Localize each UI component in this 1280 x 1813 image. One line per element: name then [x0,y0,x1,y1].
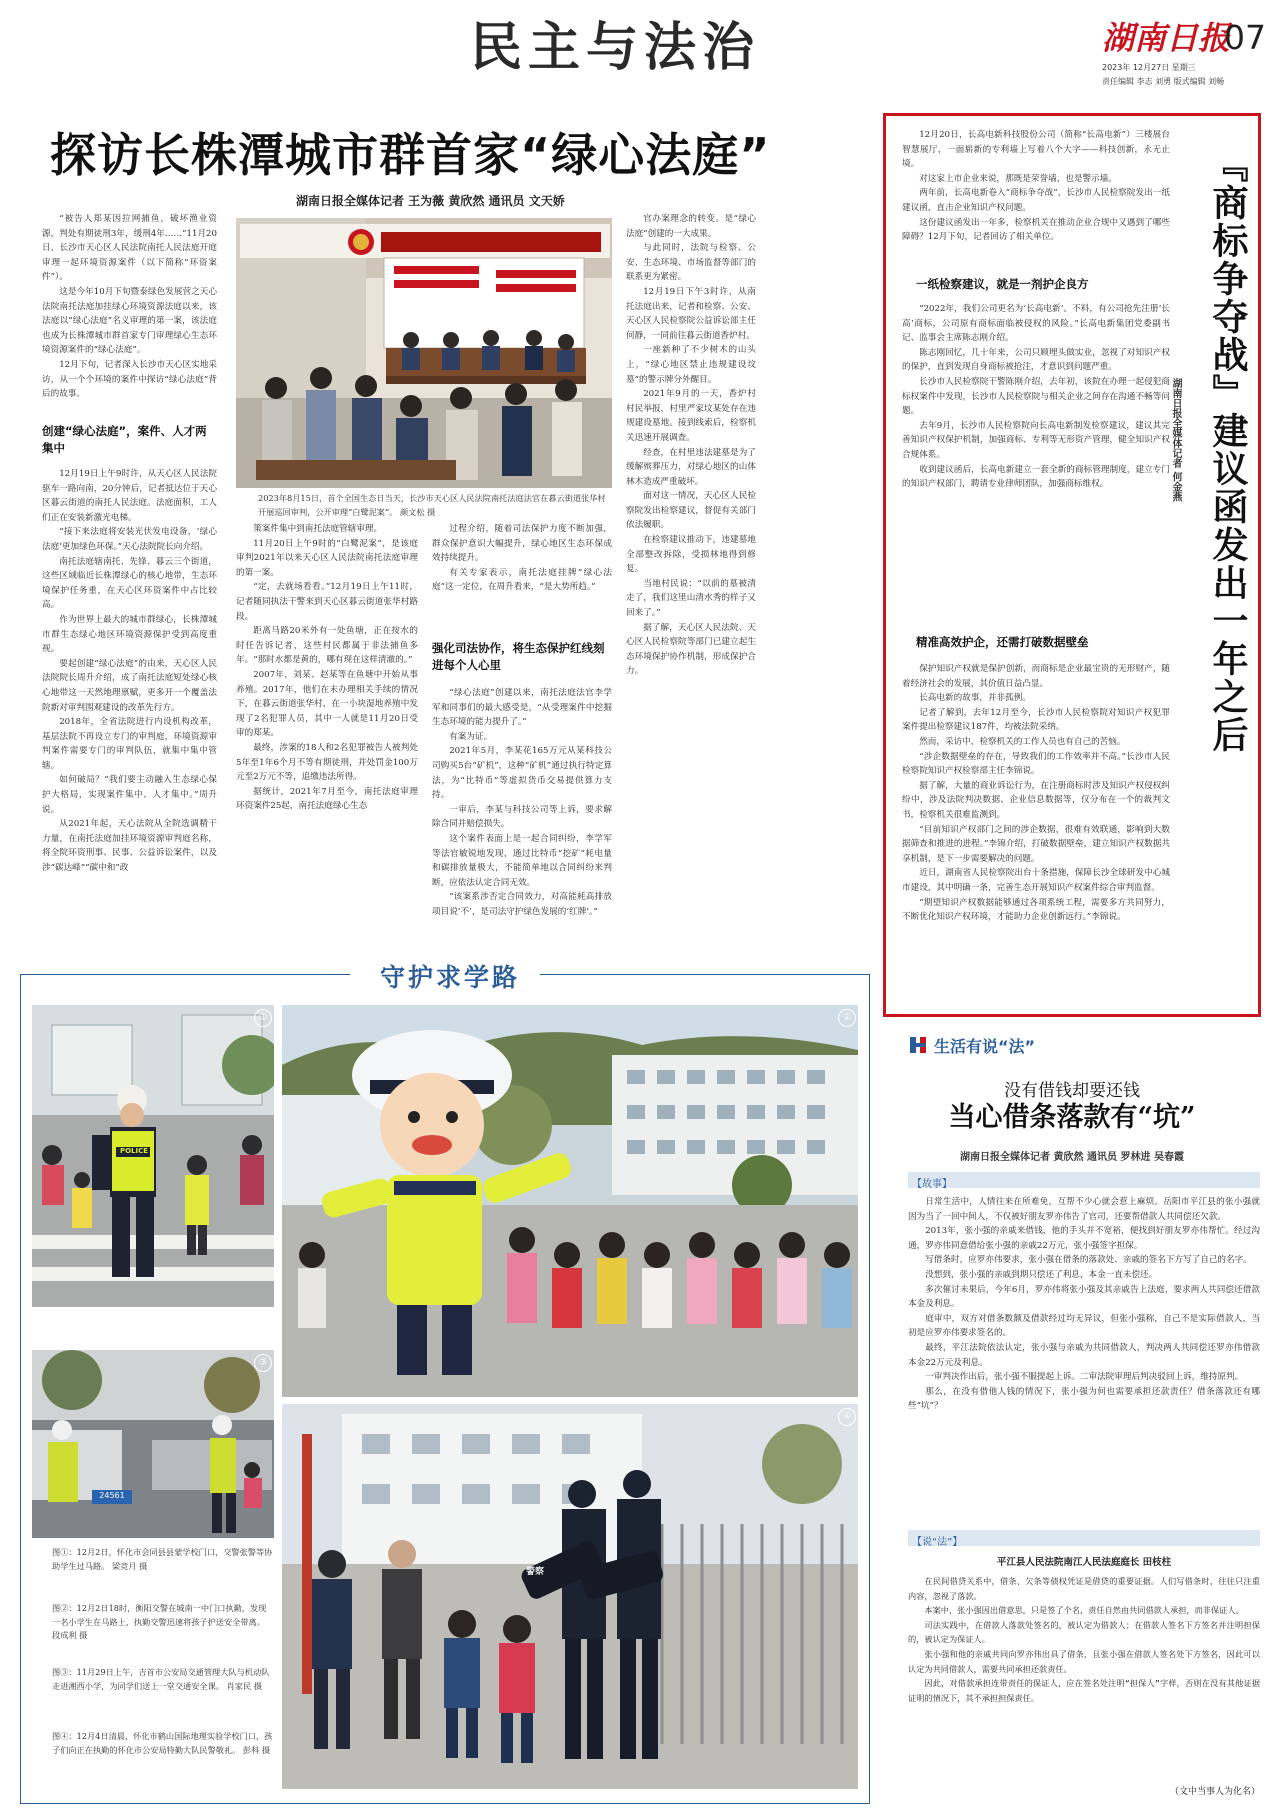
photo-caption-2: 图②：12月2日18时，衡阳交警在城南一中门口执勤，发现一名小学生在马路上，执勤交警迅速将孩子护送安全带离。 段成利 摄 [52,1603,267,1640]
law-tag [908,1530,1260,1546]
page-number: 07 [1224,18,1266,57]
main-byline: 湖南日报全媒体记者 王为薇 黄欣然 通讯员 文天娇 [296,194,565,208]
photo-caption-1: 图①：12月2日，怀化市会同县县蒙学校门口，交警张警等协助学生过马路。 梁竞月 摄 [52,1547,273,1571]
photo-4-badge: ④ [838,1408,856,1426]
main-subheading-2: 强化司法协作，将生态保护红线刻进每个人心里 [432,641,605,672]
photo-caption-4: 图④：12月4日清晨，怀化市鹤山国际地理实验学校门口，孩子们向正在执勤的怀化市公安局特勤大队民警敬礼。 彭科 摄 [52,1731,273,1755]
photo-section-title: 守护求学路 [379,963,520,992]
legal-law: 在民间借贷关系中，借条、欠条等债权凭证是借贷的重要证据。人们写借条时，往往只注重内容，忽视了落款。 本案中，张小强因出借意思，只是签了个名，责任自然由共同借款人承担，而非保证人。 司法实践中，在借款人落款处签名的，被认定为借款人；在借款人签名下方签名并注明担保的，被认定为保证人。 张小强和他的亲戚共同向罗亦伟出具了借条，且张小强在借款人签名处下方签名，因此可以认定为共同借款人，需要共同承担还款责任。 因此，对借款承担连带责任的保证人，应在签名处注明“担保人”字样，否则在没有其他证据证明的情况下，其不承担担保责任。 [908,1576,1260,1703]
photo-4-salute [282,1404,858,1789]
court-photo-caption: 2023年8月15日，首个全国生态日当天，长沙市天心区人民法院南托法庭法官在暮云街道张华村开展巡回审判，公开审理“白鹭泥案”。 颜文松 摄 [258,493,606,517]
photo-1-crossing [32,1005,274,1307]
legal-column-icon [908,1034,930,1056]
police-vest-label: POLICE [119,1147,149,1155]
court-photo [236,218,612,488]
trademark-intro: 12月20日，长高电新科技股份公司（简称“长高电新”）三楼展台智慧展厅，一面崭新的专利墙上写着八个大字——科技创新，永无止境。 对这家上市企业来说，那既是荣誉墙，也是警示墙。 两年前，长高电新卷入“商标争夺战”，长沙市人民检察院发出一纸建议函，直击企业知识产权问题。 这份建议函发出一年多，检察机关在推动企业合规中又遇到了哪些障碍？12月下旬，记者回访了相关单位。 [902,130,1170,243]
main-col4-body: 官办案理念的转变。是“绿心法庭”创建的一大成果。 与此同时，法院与检察、公安、生态环境、市场监督等部门的联系更为紧密。 12月19日下午3时许，从南托法庭出来，记者和检察、公安、天心区人民检察院公益诉讼部主任何静，一同前往暮云街道香炉村。 一座新种了不少树木的山头上，“绿心地区禁止违规建设坟墓”的警示牌分外醒目。 2021年9月的一天，香炉村村民举报，村里严家坟某处存在违规建设墓地。接到线索后，检察机关迅速开展调查。 经查，在村里违法建墓是为了缓解殡葬压力，对绿心地区的山体林木造成严重破坏。 面对这一情况，天心区人民检察院发出检察建议，督促有关部门依法履职。 在检察建议推动下，违建墓地全部整改拆除，受损林地得到修复。 当地村民说：“以前的墓被清走了，我们这里山清水秀的样子又回来了。” 据了解，天心区人民法院、天心区人民检察院等部门已建立起生态环境保护协作机制，形成保护合力。 [626,214,756,677]
story-tag-label: 【故事】 [912,1179,952,1190]
main-headline: 探访长株潭城市群首家“绿心法庭” [50,128,771,182]
story-tag [908,1172,1260,1188]
law-tag-label: 【说“法”】 [912,1537,963,1548]
page-editors: 责任编辑 李志 刘勇 版式编辑 刘畅 [1102,77,1225,86]
trademark-body-2: 保护知识产权就是保护创新，而商标是企业最宝贵的无形财产，随着经济社会的发展，其价值日益凸显。 长高电新的故事，并非孤例。 记者了解到，去年12月至今，长沙市人民检察院对知识产权犯罪案件提出检察建议187件，均被法院采纳。 然而，采访中，检察机关的工作人员也有自己的苦恼。 “涉企数据壁垒的存在，导致我们的工作效率并不高。”长沙市人民检察院知识产权检察部主任李锦说。 据了解，大量的商业诉讼行为，在注册商标时涉及知识产权侵权纠纷中，涉及法院判决数据、企业信息数据等，仅分布在一个的裁判文书，检察机关很难监测到。 “目前知识产权部门之间的涉企数据，很难有效联通，影响到大数据筛查和推进的进程。”李锦介绍，打破数据壁垒，建立知识产权数据共享机制，是下一步需要解决的问题。 近日，湖南省人民检察院出台十条措施，保障长沙全球研发中心城市建设，其中明确一条，完善生态开展知识产权案件综合审判监督。 “期望知识产权数据能够通过各项系统工程，需要多方共同努力，不断优化知识产权环境，才能助力企业创新远行。”李锦说。 [902,664,1170,923]
trademark-subheading-2: 精准高效护企，还需打破数据壁垒 [916,635,1089,649]
legal-byline: 湖南日报全媒体记者 黄欣然 通讯员 罗林进 吴春霞 [960,1152,1184,1163]
legal-source-note: （文中当事人为化名） [1169,1787,1260,1797]
main-col3-body2: “绿心法庭”创建以来，南托法庭法官李学军和同事们的最大感受是，“从受理案件中挖掘生态环境的能力提升了。” 有案为证。 2021年5月，李某花165万元从某科技公司购买5台“矿机”，这种“矿机”通过执行特定算法，为“比特币”等虚拟货币交易提供算力支持。 一审后，李某与科技公司等上诉，要求解除合同并赔偿损失。 这个案件表面上是一起合同纠纷，李学军等法官敏锐地发现，通过比特币“挖矿”耗电量和碳排放量极大，不能简单地以合同纠纷来判断，应依法认定合同无效。 “该案系涉否定合同效力，对高能耗高排放项目说‘不’，是司法守护绿色发展的‘红牌’。” [432,688,612,917]
main-col1-body: 12月19日上午9时许，从天心区人民法院驱车一路向南，20分钟后，记者抵达位于天心区暮云街道的南托人民法庭。法庭面积，工人们正在安装新激光电梯。 “接下来法庭将安装光伏发电设备，‘绿心法庭’更加绿色环保。”天心法院院长向介绍。 南托法庭辖南托、先锋、暮云三个街道，这些区域临近长株潭绿心的核心地带，生态环境保护任务重，在天心区环资案件中占比较高。 作为世界上最大的城市群绿心，长株潭城市群生态绿心地区环境资源保护受到高度重视。 要起创建“绿心法庭”的由来，天心区人民法院院长周升介绍，成了南托法庭短处绿心核心地带这一天然地理禀赋，更多开一个覆盖法院新对审判围观建设的改革先行方。 2018年，全省法院进行内设机构改革，基层法院不再设立专门的审判庭，环境资源审判案件需要专门的审判队伍，就集中集中管辖。 如何破局？“我们要主动融入生态绿心保护大格局，实现案件集中、人才集中。”周升说。 从2021年起，天心法院从全院选调精干力量，在南托法庭加挂环境资源审判庭名称，将全院环资刑事、民事、公益诉讼案件，以及涉“碳达峰”“碳中和”政 [42,469,217,874]
main-col3-body: 过程介绍，随着司法保护力度不断加强，群众保护意识大幅提升，绿心地区生态环保成效持续提升。 有关专家表示，南托法庭挂牌“绿心法庭”这一定位，在周升看来，“是大势所趋。” [432,524,612,592]
trademark-byline: 湖南日报全媒体记者 何金燕 [1170,378,1181,502]
photo-3-road [32,1350,274,1538]
section-title: 民主与法治 [470,17,761,78]
photo-3-badge: ③ [254,1354,272,1372]
police-shield-label: 警察 [526,1567,545,1577]
trademark-box [883,113,1261,1017]
trademark-subheading-1: 一纸检察建议，就是一剂护企良方 [916,277,1089,291]
license-plate: 24561 [99,1491,125,1500]
trademark-body-1: “2022年，我们公司更名为‘长高电新’。不料，有公司抢先注册‘长高’商标，公司原有商标面临被侵权的风险。”长高电新集团党委副书记、监事会主席陈志刚介绍。 陈志刚回忆，几十年来，公司只顾埋头做实业，忽视了对知识产权的保护，直到发现自身商标被抢注，才意识到问题严重。 长沙市人民检察院干警陈刚介绍，去年初，该院在办理一起侵犯商标权案件中发现，长沙市人民检察院与相关企业之间存在沟通不畅等问题。 去年9月，长沙市人民检察院向长高电新制发检察建议，建议其完善知识产权保护机制，加强商标、专利等无形资产管理，健全知识产权合规体系。 收到建议函后，长高电新建立一套全新的商标管理制度，建立专门的知识产权部门，聘请专业律师团队，加强商标维权。 [902,304,1170,490]
legal-column-name: 生活有说“法” [934,1037,1036,1056]
photo-1-badge: ① [254,1009,272,1027]
photo-2-badge: ② [838,1009,856,1027]
legal-story: 日常生活中，人情往来在所难免，互帮不少心就会惹上麻烦。岳阳市平江县的张小强就因为当了一回中间人，不仅被好朋友罗亦伟告了官司，还要帮借款人共同偿还欠款。 2013年，张小强的亲戚来借钱，他的手头并不宽裕，便找到好朋友罗亦伟帮忙。经过沟通，罗亦伟同意借给张小强的亲戚22万元，张小强签字担保。 写借条时，应罗亦伟要求，张小强在借条的落款处、亲戚的签名下方写了自己的名字。 没想到，张小强的亲戚到期只偿还了利息，本金一直未偿还。 多次催讨未果后，今年6月，罗亦伟将张小强及其亲戚告上法庭，要求两人共同偿还借款本金及利息。 庭审中，双方对借条数额及借款经过均无异议，但张小强称，自己不是实际借款人，当初是应罗亦伟要求签名的。 最终，平江法院依法认定，张小强与亲戚为共同借款人，判决两人共同偿还罗亦伟借款本金22万元及利息。 一审判决作出后，张小强不服提起上诉。二审法院审理后判决驳回上诉，维持原判。 那么，在没有借他人钱的情况下，张小强为何也需要承担还款责任？借条落款还有哪些“坑”？ [908,1197,1260,1412]
main-subheading-1: 创建“绿心法庭”，案件、人才两集中 [42,424,207,455]
photo-caption-3: 图③：11月29日上午，吉首市公安局交通管理大队与机动队走进湘西小学，为同学们送上一堂交通安全课。 肖家民 摄 [52,1667,270,1691]
legal-kicker: 没有借钱却要还钱 [1004,1081,1140,1101]
page-header [0,0,1280,95]
newspaper-logo: 湖南日报 [1102,19,1231,57]
legal-headline: 当心借条落款有“坑” [948,1102,1196,1133]
issue-date: 2023年 12月27日 星期三 [1102,63,1196,72]
main-col2-body: 策案件集中到南托法庭管辖审理。 11月20日上午9时的“白鹭泥案”，是该庭审判2021年以来天心区人民法院南托法庭审理的第一案。 “定，去就场看看。”12月19日上午11时，记者随同执法干警来到天心区暮云街道张华村路段。 距离马路20米外有一处鱼塘，正在按水的时任告诉记者，这些村民都属于非法捕鱼多年。“那时水都是黄的，哪有现在这样清澈的。” 2007年，刘某、赵某等在鱼塘中开始从事养殖。2017年，他们在未办理相关手续的情况下，在暮云街道张华村，在一小块湿地养殖中发现了2名犯罪人员，其中一人就是11月20日受审的郑某。 最终，涉案的18人和2名犯罪被告人被判处5年至1年6个月不等有期徒刑，并处罚金100万元至2万元不等，追缴违法所得。 据统计，2021年7月至今，南托法庭审理环资案件25起，南托法庭绿心生态 [236,524,418,812]
law-speaker: 平江县人民法院南江人民法庭庭长 田枝柱 [996,1557,1172,1568]
photo-2-mascot [282,1005,858,1397]
main-intro: “被告人郑某因拉网捕鱼，破坏渔业资源，判处有期徒刑3年，缓刑4年……”11月20日，长沙市天心区人民法院南托人民法庭开庭审理一起环境资源案件（以下简称“环资案件”）。 这是今年10月下旬暨泰绿色发展营之天心法院南托法庭加挂绿心环境资源法庭以来，该法庭以“绿心法庭”名义审理的第一案，该法庭也成为长株潭城市群首家专门审理绿心生态环境资源案件的“绿心法庭”。 12月下旬，记者深入长沙市天心区实地采访，从一个个环境的案件中探访“绿心法庭”背后的故事。 [42,214,217,400]
trademark-headline: 『商标争夺战』建议函发出一年之后 [1207,146,1249,754]
